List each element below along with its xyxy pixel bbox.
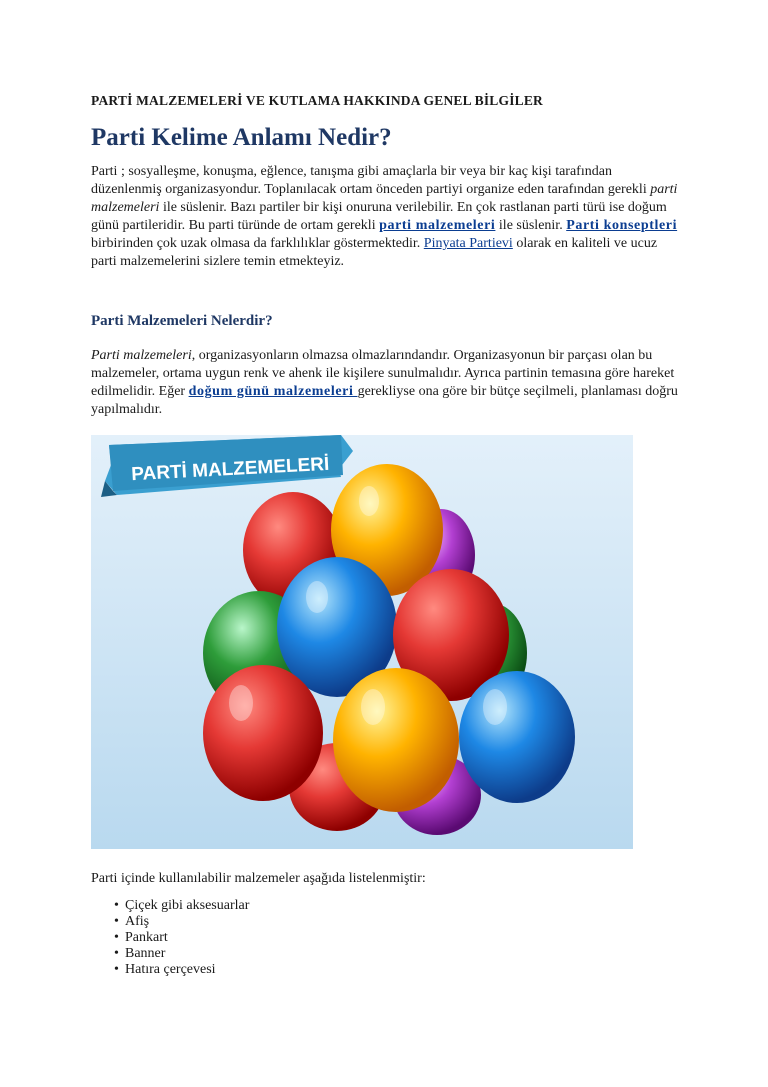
text-segment: , organizasyonların olmazsa olmazlarındandır. Organizasyonun bir parçası olan bu malzemeler, ortama uygun renk ve ahenk ile kişilere sunulmalıdır. Ayrıca partinin temasına göre hareket edilmelidir. Eğer bbox=[91, 348, 675, 399]
italic-term: Parti malzemeleri bbox=[91, 348, 192, 363]
section-heading: Parti Malzemeleri Nelerdir? bbox=[91, 313, 273, 329]
bullet: • bbox=[114, 930, 119, 945]
list-item bbox=[91, 914, 249, 930]
list-intro: Parti içinde kullanılabilir malzemeler aşağıda listelenmiştir: bbox=[91, 871, 426, 886]
top-heading: PARTİ MALZEMELERİ VE KUTLAMA HAKKINDA GENEL BİLGİLER bbox=[91, 93, 544, 108]
list-item-label: Afiş bbox=[125, 914, 150, 929]
list-item bbox=[91, 962, 249, 978]
list-item bbox=[91, 898, 249, 914]
bullet: • bbox=[114, 914, 119, 929]
list-item-label: Çiçek gibi aksesuarlar bbox=[125, 898, 250, 913]
bullet: • bbox=[114, 946, 119, 961]
banner-label: PARTİ MALZEMELERİ bbox=[130, 453, 330, 486]
link-pinyata-partievi[interactable]: Pinyata Partievi bbox=[423, 236, 513, 251]
list-item bbox=[91, 946, 249, 962]
link-dogum-gunu-malzemeleri[interactable]: doğum günü malzemeleri bbox=[188, 384, 358, 399]
list-item bbox=[91, 930, 249, 946]
text-segment: ile süslenir. Bazı partiler bir kişi onuruna verilebilir. En çok rastlanan parti türü ise doğum günü partileridir. Bu parti türünde de ortam gerekli bbox=[91, 200, 667, 233]
list-item-label: Hatıra çerçevesi bbox=[125, 962, 216, 977]
text-segment: ile süslenir. bbox=[495, 218, 567, 233]
page-title: Parti Kelime Anlamı Nedir? bbox=[91, 124, 392, 151]
text-segment: gerekliyse ona göre bir bütçe seçilmeli, planlaması doğru yapılmalıdır. bbox=[91, 384, 678, 417]
text-segment: Parti ; sosyalleşme, konuşma, eğlence, tanışma gibi amaçlarla bir veya bir kaç kişi tarafından düzenlenmiş organizasyondur. Toplanılacak ortam önceden partiyi organize eden tarafından gerekli bbox=[91, 164, 651, 197]
link-parti-konseptleri[interactable]: Parti konseptleri bbox=[566, 218, 678, 233]
bullet: • bbox=[114, 962, 119, 977]
text-segment: olarak en kaliteli ve ucuz parti malzemelerini sizlere temin etmekteyiz. bbox=[91, 236, 658, 269]
list-item-label: Pankart bbox=[125, 930, 168, 945]
materials-list bbox=[91, 898, 249, 978]
bullet: • bbox=[114, 898, 119, 913]
intro-paragraph bbox=[91, 163, 681, 271]
text-segment: birbirinden çok uzak olmasa da farklılıklar göstermektedir. bbox=[91, 236, 424, 251]
section-paragraph bbox=[91, 347, 681, 419]
balloons-image bbox=[91, 435, 633, 849]
link-parti-malzemeleri[interactable]: parti malzemeleri bbox=[379, 218, 496, 233]
italic-term: parti malzemeleri bbox=[91, 182, 678, 215]
list-item-label: Banner bbox=[125, 946, 166, 961]
